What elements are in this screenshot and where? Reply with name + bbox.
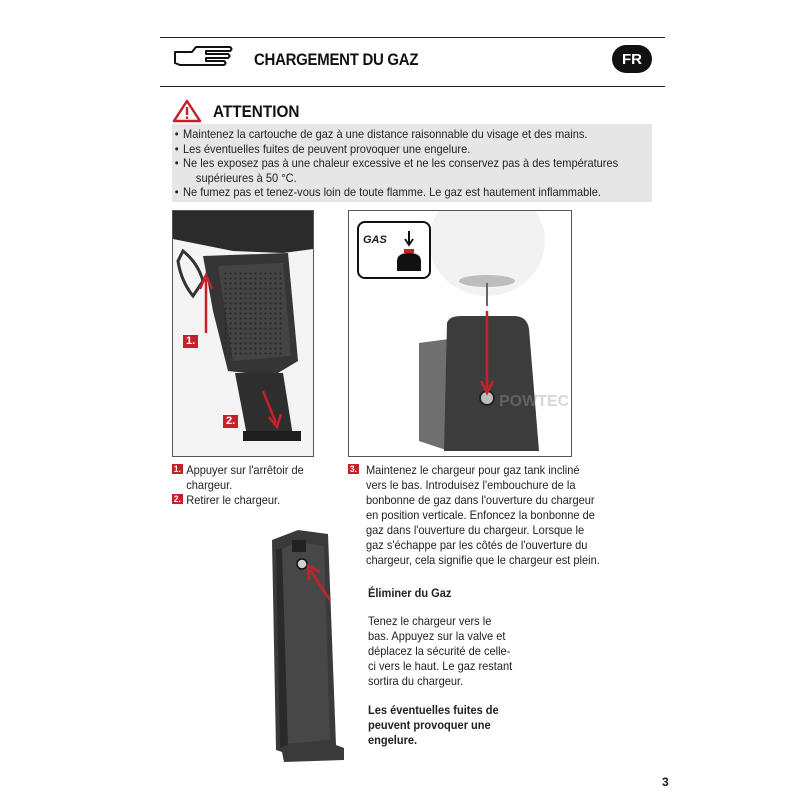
caption-step-1-text: Appuyer sur l'arrêtoir de chargeur. xyxy=(186,463,304,492)
remove-gas-section xyxy=(368,586,607,748)
remove-gas-heading: Éliminer du Gaz xyxy=(368,586,452,600)
attention-title: ATTENTION xyxy=(213,102,300,121)
caption-step-2-badge: 2. xyxy=(173,494,181,504)
left-captions xyxy=(172,463,319,508)
remove-gas-line: déplacez la sécurité de celle- xyxy=(368,644,511,658)
right-caption xyxy=(348,463,601,568)
caption-step-1 xyxy=(172,463,319,493)
watermark-text: POWTEC xyxy=(499,393,570,410)
attention-item: • Ne fumez pas et tenez-vous loin de toute flamme. Le gaz est hautement inflammable. xyxy=(172,185,661,200)
caption-step-1-badge: 1. xyxy=(173,464,181,474)
caption-step-3-text: Maintenez le chargeur pour gaz tank incliné vers le bas. Introduisez l'embouchure de la bonbonne de gaz dans l'ouverture du chargeur en position verticale. Enfoncez la bonbonne de gaz dans l'ouverture du chargeur. Lorsque le gaz s'échappe par les côtés de l'ouverture du chargeur, cela signifie que le chargeur est plein. xyxy=(365,463,600,567)
step-2-badge: 2. xyxy=(223,415,238,428)
pistol-grip-illustration xyxy=(173,211,313,456)
attention-item: • Les éventuelles fuites de peuvent provoquer une engelure. xyxy=(172,142,661,157)
figure-gas-filling xyxy=(348,210,572,457)
page-number: 3 xyxy=(662,775,669,789)
remove-gas-warning: peuvent provoquer une xyxy=(368,718,491,732)
page-title: CHARGEMENT DU GAZ xyxy=(254,50,419,69)
remove-gas-line: sortira du chargeur. xyxy=(368,674,464,688)
remove-gas-line: Tenez le chargeur vers le xyxy=(368,614,492,628)
figure-magazine-valve xyxy=(258,520,358,765)
caption-step-2-text: Retirer le chargeur. xyxy=(186,493,281,507)
warning-triangle-icon xyxy=(172,99,202,123)
remove-gas-line: bas. Appuyez sur la valve et xyxy=(368,629,506,643)
gas-pictogram-label: GAS xyxy=(363,234,387,246)
figure-magazine-release xyxy=(172,210,314,457)
language-badge: FR xyxy=(612,45,652,73)
pointing-hand-icon xyxy=(172,42,234,70)
attention-item-continued: supérieures à 50 °C. xyxy=(195,170,297,185)
remove-gas-warning: Les éventuelles fuites de xyxy=(368,703,499,717)
attention-item: • Maintenez la cartouche de gaz à une distance raisonnable du visage et des mains. xyxy=(172,127,661,142)
attention-box xyxy=(172,124,652,202)
attention-item: • Ne les exposez pas à une chaleur excessive et ne les conservez pas à des températures xyxy=(172,156,661,171)
gas-canister-icon xyxy=(393,229,425,273)
caption-step-3-badge: 3. xyxy=(349,464,357,474)
top-rule xyxy=(160,37,665,38)
magazine-illustration xyxy=(258,520,358,765)
remove-gas-warning: engelure. xyxy=(368,733,418,747)
caption-step-3 xyxy=(348,463,601,568)
remove-gas-line: ci vers le haut. Le gaz restant xyxy=(368,659,513,673)
caption-step-2 xyxy=(172,493,319,508)
step-1-badge: 1. xyxy=(183,335,198,348)
header-rule xyxy=(160,86,665,87)
gas-pictogram xyxy=(357,221,431,279)
